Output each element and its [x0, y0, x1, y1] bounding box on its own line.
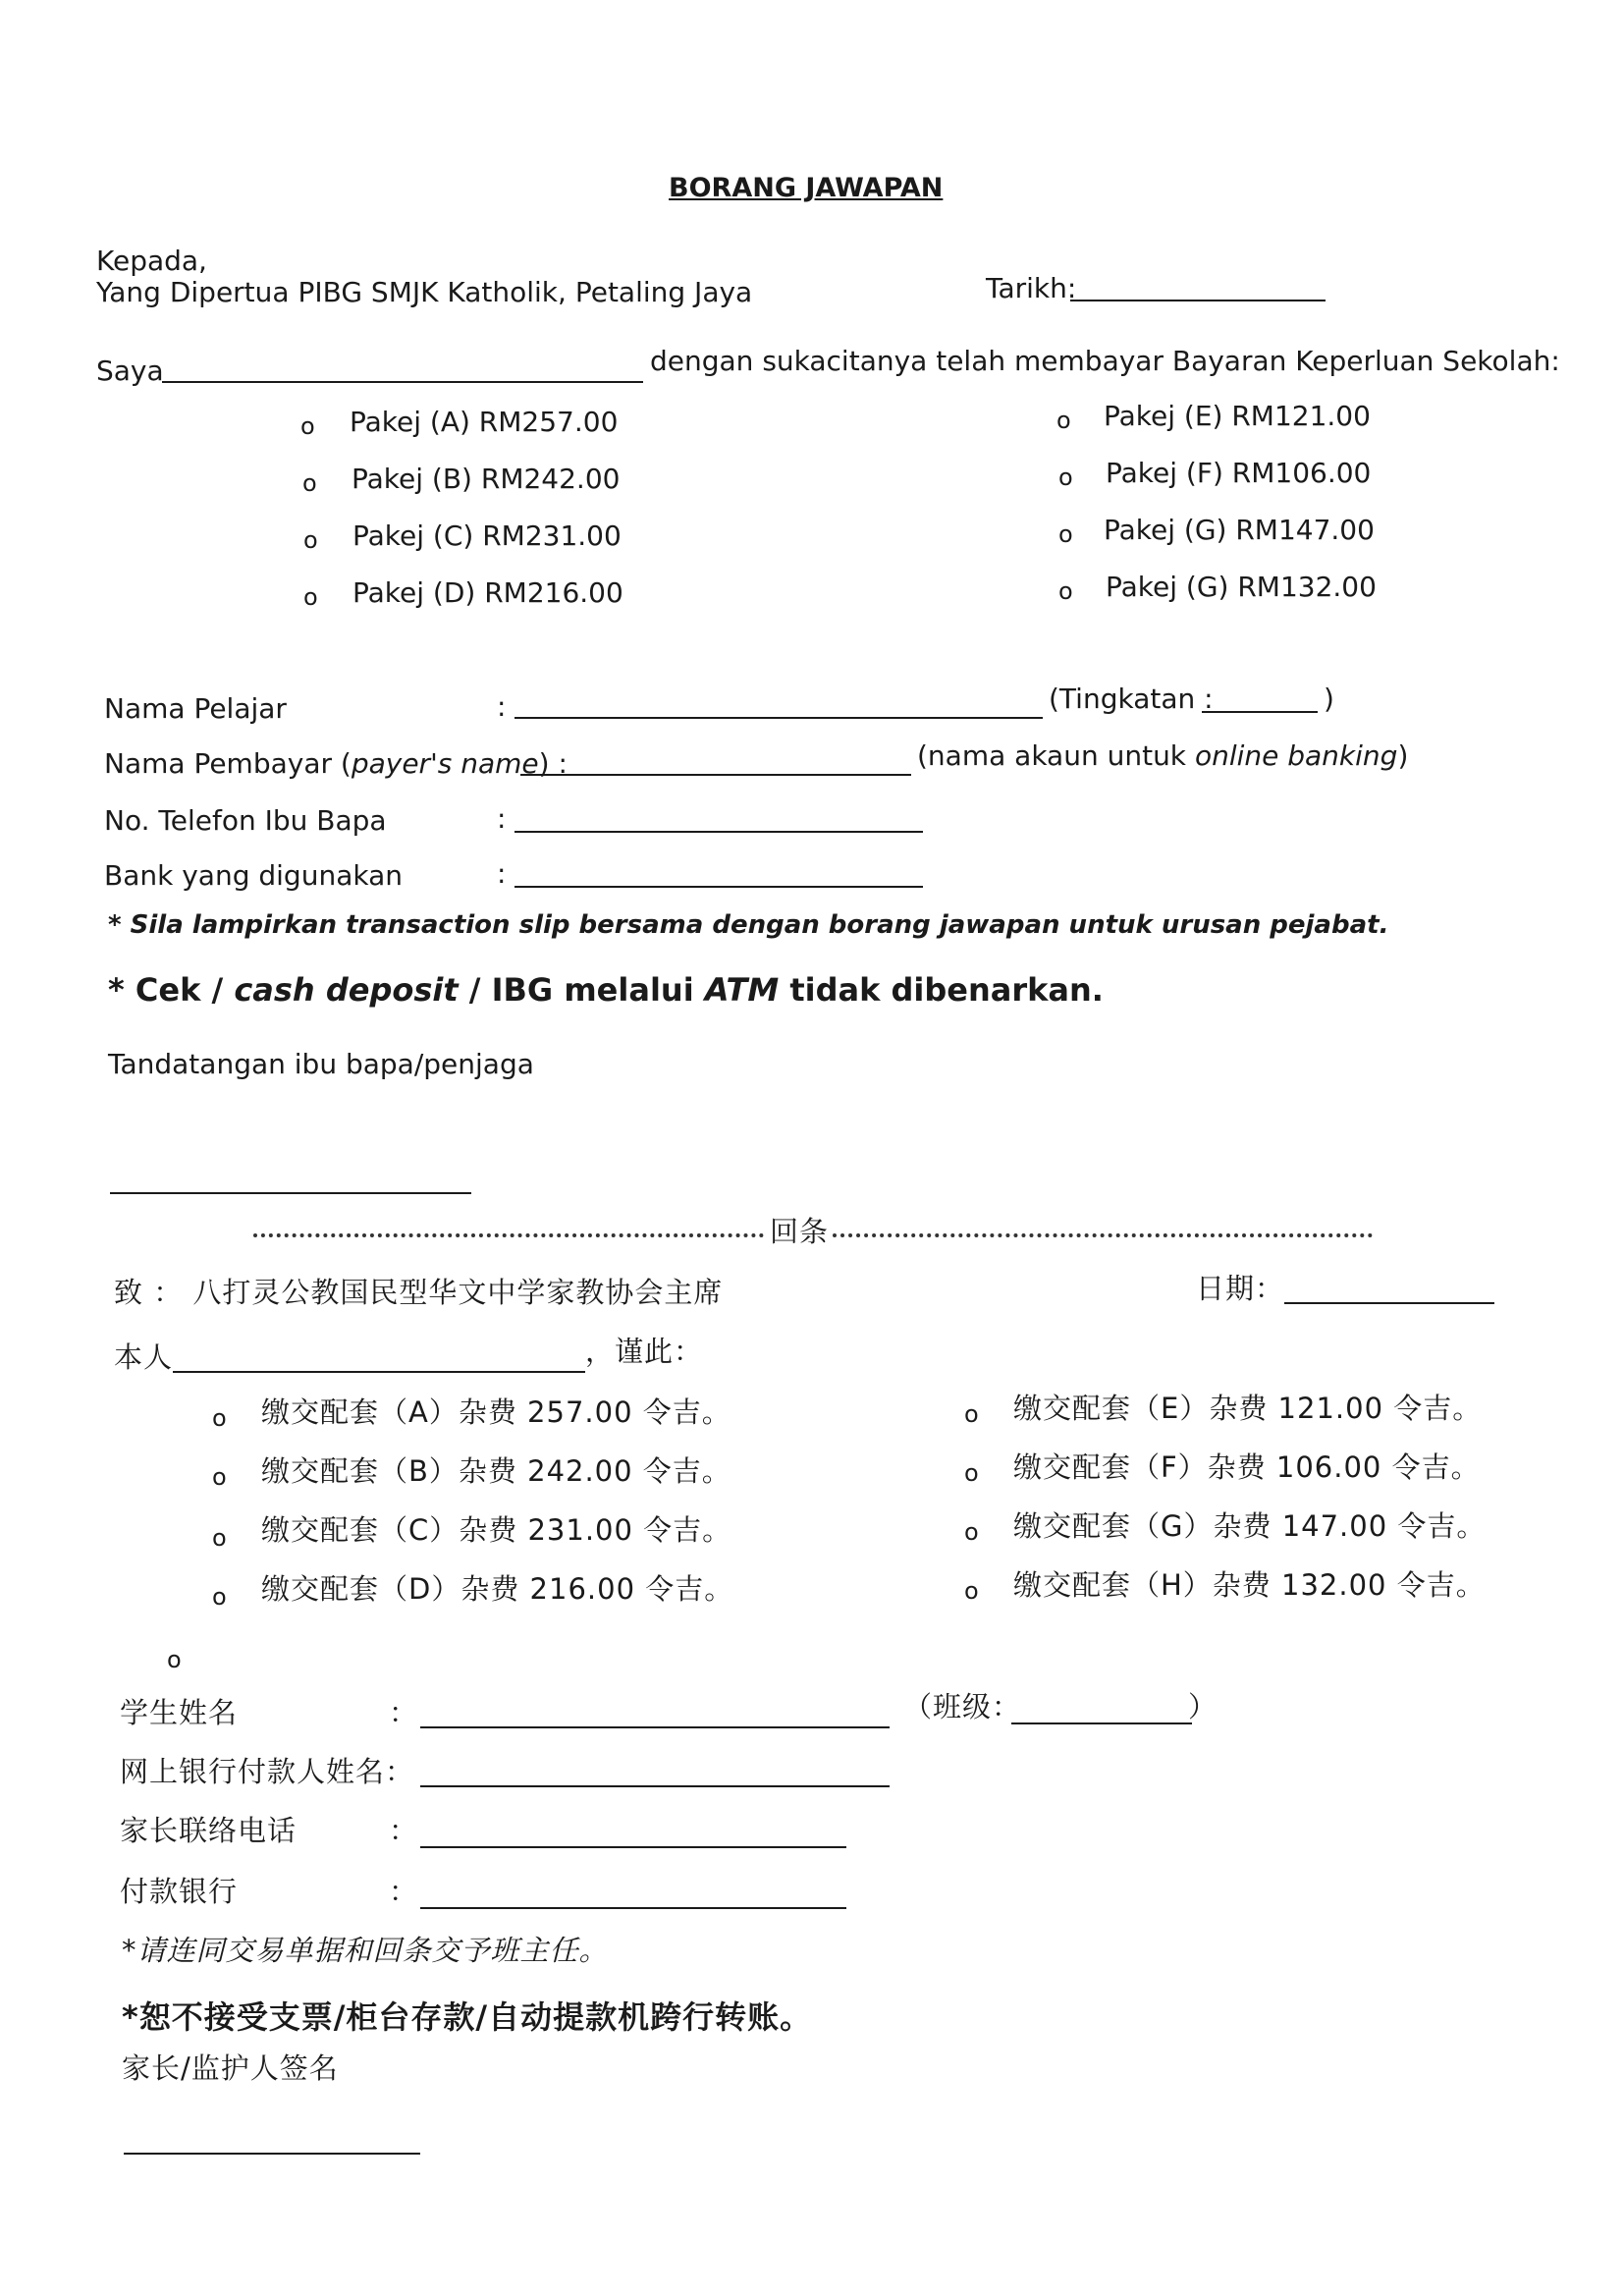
option-radio[interactable]: o: [1058, 464, 1073, 491]
option-label: 缴交配套（D）杂费 216.00 令吉。: [261, 1572, 734, 1606]
date-label: Tarikh:: [986, 272, 1077, 304]
payer-name-label: [104, 748, 568, 780]
option-label: Pakej (G) RM147.00: [1104, 514, 1375, 546]
option-label: Pakej (F) RM106.00: [1106, 457, 1372, 489]
cn-payer-name-field[interactable]: [420, 1785, 890, 1787]
student-name-label: Nama Pelajar: [104, 692, 287, 725]
note2-b: cash deposit: [234, 971, 459, 1009]
option-label: 缴交配套（H）杂费 132.00 令吉。: [1013, 1568, 1486, 1602]
payment-restriction-note: [108, 972, 1104, 1009]
recipient: Yang Dipertua PIBG SMJK Katholik, Petaling Jaya: [96, 276, 753, 308]
saya-label: Saya: [96, 355, 164, 387]
cn-class-label: （班级：: [903, 1690, 1022, 1723]
cn-bank-label: 付款银行: [120, 1875, 239, 1908]
signature-label: Tandatangan ibu bapa/penjaga: [108, 1048, 534, 1080]
cut-line-left: [253, 1233, 764, 1237]
option-radio[interactable]: o: [964, 1518, 979, 1546]
payer-note-c: ): [1397, 739, 1409, 772]
cn-phone-field[interactable]: [420, 1846, 846, 1848]
note2-a: * Cek /: [108, 971, 235, 1009]
option-radio[interactable]: o: [1058, 577, 1073, 605]
option-radio[interactable]: o: [964, 1459, 979, 1487]
option-radio[interactable]: o: [300, 412, 315, 440]
cn-self-label: 本人: [114, 1340, 174, 1374]
form-level-field[interactable]: [1202, 711, 1318, 713]
form-level-label: (Tingkatan :: [1049, 683, 1214, 715]
option-label: Pakej (D) RM216.00: [352, 576, 623, 609]
cn-student-name-field[interactable]: [420, 1726, 890, 1728]
cn-student-name-label: 学生姓名: [120, 1696, 239, 1729]
payer-name-label-b: payer's name: [351, 747, 539, 780]
payer-name-label-a: Nama Pembayar (: [104, 747, 352, 780]
cn-name-field[interactable]: [173, 1371, 585, 1373]
bank-label: Bank yang digunakan: [104, 859, 403, 892]
form-level-close: ): [1324, 683, 1334, 715]
option-radio[interactable]: o: [303, 526, 318, 554]
payment-statement: dengan sukacitanya telah membayar Bayaran Keperluan Sekolah:: [650, 345, 1560, 377]
divider-label: 回条: [770, 1215, 830, 1248]
attachment-note: * Sila lampirkan transaction slip bersama dengan borang jawapan untuk urusan pejabat.: [108, 910, 1389, 940]
option-radio[interactable]: o: [302, 469, 317, 497]
cn-phone-label: 家长联络电话: [120, 1814, 298, 1847]
colon: ：: [389, 1696, 419, 1729]
option-radio[interactable]: o: [964, 1577, 979, 1605]
colon: :: [497, 802, 507, 835]
student-name-field[interactable]: [514, 717, 1043, 719]
payer-note-a: (nama akaun untuk: [917, 739, 1195, 772]
option-label: 缴交配套（C）杂费 231.00 令吉。: [261, 1513, 732, 1547]
note2-d: ATM: [704, 971, 780, 1009]
option-radio[interactable]: o: [964, 1400, 979, 1428]
cn-signature-line[interactable]: [124, 2153, 420, 2155]
signature-line[interactable]: [110, 1192, 471, 1194]
cut-line-right: [833, 1233, 1373, 1237]
cn-recipient: 致 ： 八打灵公教国民型华文中学家教协会主席: [114, 1276, 724, 1309]
note2-c: / IBG melalui: [458, 971, 705, 1009]
option-label: 缴交配套（B）杂费 242.00 令吉。: [261, 1454, 731, 1488]
cn-signature-label: 家长/监护人签名: [122, 2051, 339, 2085]
cn-payment-restriction-note: *恕不接受支票/柜台存款/自动提款机跨行转账。: [122, 1998, 813, 2036]
option-radio[interactable]: o: [212, 1463, 227, 1491]
option-label: 缴交配套（A）杂费 257.00 令吉。: [261, 1395, 731, 1429]
option-radio[interactable]: o: [212, 1404, 227, 1432]
bank-field[interactable]: [514, 886, 923, 888]
option-label: Pakej (C) RM231.00: [352, 519, 622, 552]
cn-attachment-note: *请连同交易单据和回条交予班主任。: [122, 1934, 609, 1967]
colon: :: [497, 690, 507, 723]
cn-payer-name-label: 网上银行付款人姓名：: [120, 1755, 415, 1788]
option-radio[interactable]: o: [1058, 520, 1073, 548]
cn-hereby: ，谨此：: [585, 1335, 704, 1368]
cn-bank-field[interactable]: [420, 1907, 846, 1909]
payer-name-field[interactable]: [520, 774, 911, 776]
name-field[interactable]: [162, 381, 643, 383]
option-label: Pakej (E) RM121.00: [1104, 400, 1371, 432]
stray-option-radio[interactable]: o: [167, 1646, 182, 1673]
form-title: BORANG JAWAPAN: [669, 173, 944, 203]
option-label: Pakej (B) RM242.00: [352, 463, 621, 495]
note2-e: tidak dibenarkan.: [779, 971, 1104, 1009]
payer-name-label-c: ) :: [538, 747, 568, 780]
option-radio[interactable]: o: [212, 1583, 227, 1611]
option-label: 缴交配套（E）杂费 121.00 令吉。: [1013, 1392, 1483, 1425]
cn-date-field[interactable]: [1284, 1302, 1494, 1304]
option-radio[interactable]: o: [212, 1524, 227, 1552]
option-label: 缴交配套（F）杂费 106.00 令吉。: [1013, 1450, 1481, 1484]
cn-class-close: ）: [1188, 1690, 1218, 1723]
option-radio[interactable]: o: [1056, 407, 1071, 434]
option-label: 缴交配套（G）杂费 147.00 令吉。: [1013, 1509, 1487, 1543]
phone-field[interactable]: [514, 831, 923, 833]
cn-date-label: 日期：: [1196, 1272, 1285, 1305]
colon: :: [497, 857, 507, 890]
payer-note: [917, 740, 1408, 772]
cn-class-field[interactable]: [1011, 1722, 1192, 1724]
option-label: Pakej (A) RM257.00: [350, 406, 619, 438]
payer-note-b: online banking: [1194, 739, 1398, 772]
colon: ：: [389, 1875, 419, 1908]
to-label: Kepada,: [96, 245, 207, 277]
option-label: Pakej (G) RM132.00: [1106, 571, 1377, 603]
date-field[interactable]: [1070, 300, 1326, 301]
colon: ：: [389, 1814, 419, 1847]
phone-label: No. Telefon Ibu Bapa: [104, 804, 387, 837]
option-radio[interactable]: o: [303, 583, 318, 611]
